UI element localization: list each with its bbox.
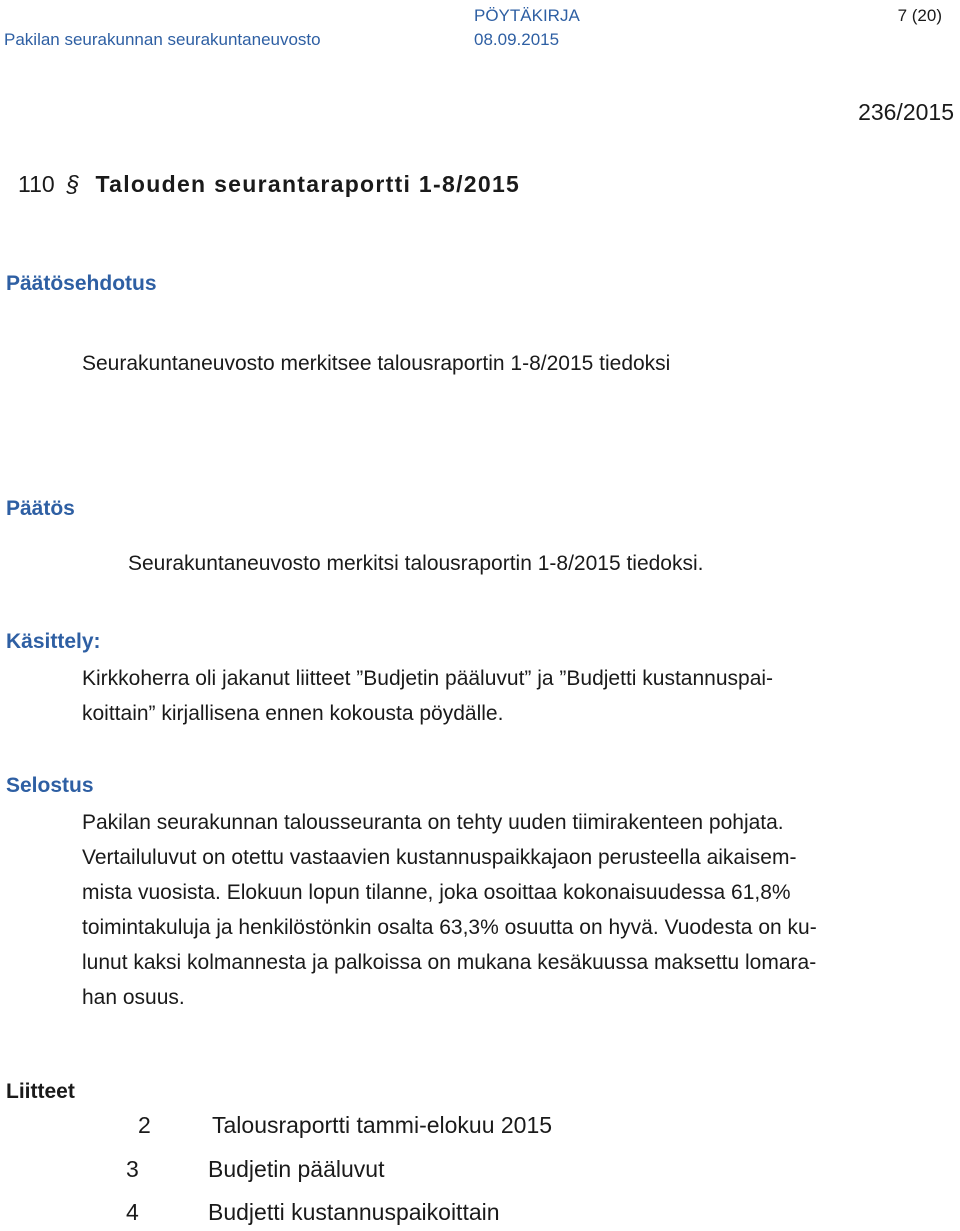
explanation-text <box>82 805 952 1015</box>
page-number: 7 (20) <box>897 6 942 25</box>
handling-text <box>82 661 952 731</box>
explanation-line: lunut kaksi kolmannesta ja palkoissa on mukana kesäkuussa maksettu lomara- <box>82 951 817 974</box>
explanation-line: Pakilan seurakunnan talousseuranta on tehty uuden tiimirakenteen pohjata. <box>82 811 784 834</box>
decision-text: Seurakuntaneuvosto merkitsi talousraportin 1-8/2015 tiedoksi. <box>128 552 704 575</box>
meeting-date: 08.09.2015 <box>474 30 560 49</box>
attachment-number: 4 <box>126 1199 139 1225</box>
explanation-label: Selostus <box>6 774 94 797</box>
handling-line: Kirkkoherra oli jakanut liitteet ”Budjetin pääluvut” ja ”Budjetti kustannuspai- <box>82 667 774 690</box>
handling-label: Käsittely: <box>6 630 101 653</box>
proposal-text: Seurakuntaneuvosto merkitsee talousraportin 1-8/2015 tiedoksi <box>82 352 671 375</box>
section-heading <box>18 171 520 198</box>
attachment-number: 3 <box>126 1156 139 1182</box>
organization-name: Pakilan seurakunnan seurakuntaneuvosto <box>4 30 321 49</box>
section-title: Talouden seurantaraportti 1-8/2015 <box>95 171 521 197</box>
attachment-title: Talousraportti tammi-elokuu 2015 <box>212 1112 553 1138</box>
explanation-line: Vertailuluvut on otettu vastaavien kustannuspaikkajaon perusteella aikaisem- <box>82 846 797 869</box>
document-type: PÖYTÄKIRJA <box>474 6 580 25</box>
handling-line: koittain” kirjallisena ennen kokousta pöydälle. <box>82 702 504 725</box>
section-symbol: § <box>66 171 80 197</box>
explanation-line: han osuus. <box>82 986 185 1009</box>
attachments-label: Liitteet <box>6 1080 75 1103</box>
meeting-number: 236/2015 <box>858 99 954 125</box>
explanation-line: toimintakuluja ja henkilöstönkin osalta 63,3% osuutta on hyvä. Vuodesta on ku- <box>82 916 817 939</box>
attachment-number: 2 <box>138 1112 151 1138</box>
explanation-line: mista vuosista. Elokuun lopun tilanne, joka osoittaa kokonaisuudessa 61,8% <box>82 881 791 904</box>
section-number: 110 <box>18 171 55 197</box>
attachment-title: Budjetti kustannuspaikoittain <box>208 1199 500 1225</box>
decision-label: Päätös <box>6 497 75 520</box>
proposal-label: Päätösehdotus <box>6 272 157 295</box>
attachment-title: Budjetin pääluvut <box>208 1156 385 1182</box>
